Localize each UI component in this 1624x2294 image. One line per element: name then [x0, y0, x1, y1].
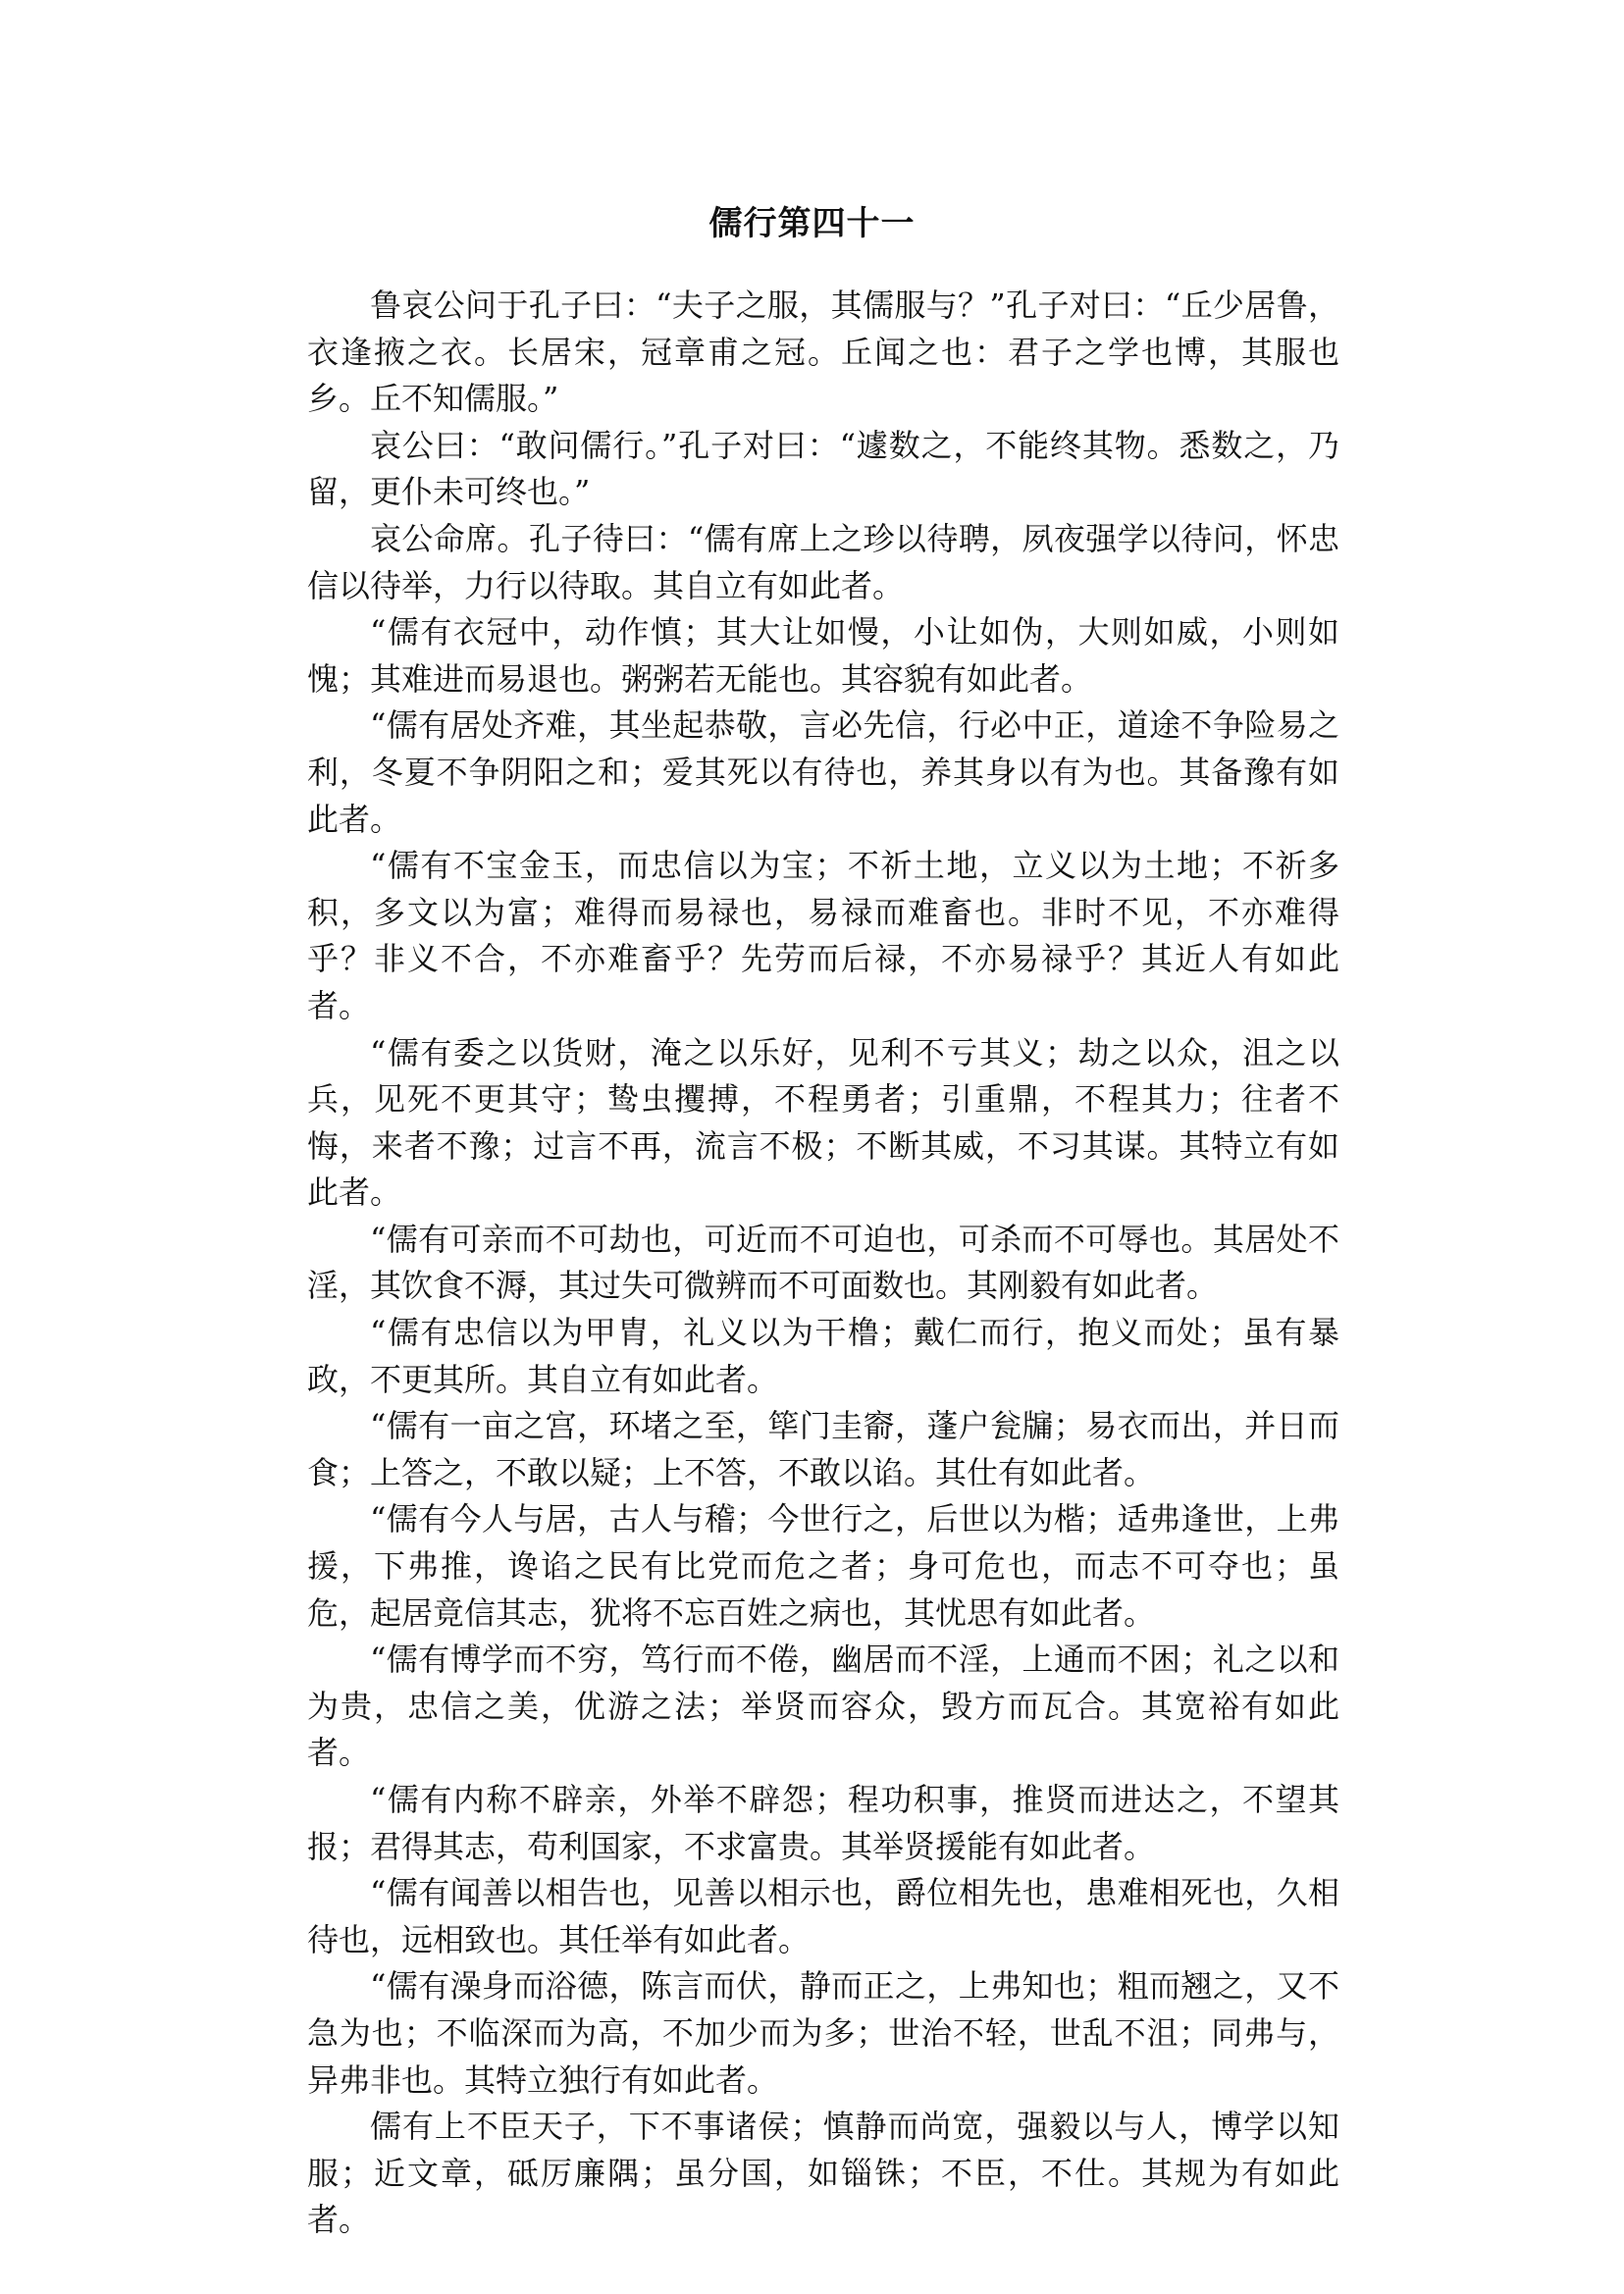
paragraph: “儒有今人与居，古人与稽；今世行之，后世以为楷；适弗逢世，上弗援，下弗推，谗谄之民有比党而危之者；身可危也，而志不可夺也；虽危，起居竟信其志，犹将不忘百姓之病也，其忧思有如此者。 — [307, 1500, 1339, 1632]
paragraph: 鲁哀公问于孔子曰：“夫子之服，其儒服与？”孔子对曰：“丘少居鲁，衣逢掖之衣。长居宋，冠章甫之冠。丘闻之也：君子之学也博，其服也乡。丘不知儒服。” — [307, 287, 1339, 418]
paragraph: “儒有衣冠中，动作慎；其大让如慢，小让如伪，大则如威，小则如愧；其难进而易退也。粥粥若无能也。其容貌有如此者。 — [307, 613, 1339, 698]
paragraph: “儒有博学而不穷，笃行而不倦，幽居而不淫，上通而不困；礼之以和为贵，忠信之美，优游之法；举贤而容众，毁方而瓦合。其宽裕有如此者。 — [307, 1641, 1339, 1772]
paragraph: “儒有忠信以为甲胄，礼义以为干橹；戴仁而行，抱义而处；虽有暴政，不更其所。其自立有如此者。 — [307, 1314, 1339, 1398]
paragraph: “儒有不宝金玉，而忠信以为宝；不祈土地，立义以为土地；不祈多积，多文以为富；难得而易禄也，易禄而难畜也。非时不见，不亦难得乎？非义不合，不亦难畜乎？先劳而后禄，不亦易禄乎？其近人有如此者。 — [307, 847, 1339, 1024]
paragraph: 儒有上不臣天子，下不事诸侯；慎静而尚宽，强毅以与人，博学以知服；近文章，砥厉廉隅；虽分国，如锱铢；不臣，不仕。其规为有如此者。 — [307, 2108, 1339, 2239]
paragraph: “儒有居处齐难，其坐起恭敬，言必先信，行必中正，道途不争险易之利，冬夏不争阴阳之和；爱其死以有待也，养其身以有为也。其备豫有如此者。 — [307, 706, 1339, 838]
paragraph: 哀公曰：“敢问儒行。”孔子对曰：“遽数之，不能终其物。悉数之，乃留，更仆未可终也。” — [307, 426, 1339, 511]
paragraph: “儒有闻善以相告也，见善以相示也，爵位相先也，患难相死也，久相待也，远相致也。其任举有如此者。 — [307, 1874, 1339, 1958]
document-body — [307, 283, 1339, 2244]
paragraph: “儒有澡身而浴德，陈言而伏，静而正之，上弗知也；粗而翘之，又不急为也；不临深而为高，不加少而为多；世治不轻，世乱不沮；同弗与，异弗非也。其特立独行有如此者。 — [307, 1967, 1339, 2099]
paragraph: “儒有可亲而不可劫也，可近而不可迫也，可杀而不可辱也。其居处不淫，其饮食不溽，其过失可微辨而不可面数也。其刚毅有如此者。 — [307, 1220, 1339, 1305]
paragraph: “儒有委之以货财，淹之以乐好，见利不亏其义；劫之以众，沮之以兵，见死不更其守；鸷虫攫搏，不程勇者；引重鼎，不程其力；往者不悔，来者不豫；过言不再，流言不极；不断其威，不习其谋。其特立有如此者。 — [307, 1033, 1339, 1212]
paragraph: “儒有内称不辟亲，外举不辟怨；程功积事，推贤而进达之，不望其报；君得其志，苟利国家，不求富贵。其举贤援能有如此者。 — [307, 1781, 1339, 1865]
paragraph: 哀公命席。孔子待曰：“儒有席上之珍以待聘，夙夜强学以待问，怀忠信以待举，力行以待取。其自立有如此者。 — [307, 519, 1339, 604]
document-title: 儒行第四十一 — [708, 204, 916, 243]
paragraph: “儒有一亩之宫，环堵之至，筚门圭窬，蓬户瓮牖；易衣而出，并日而食；上答之，不敢以疑；上不答，不敢以谄。其仕有如此者。 — [307, 1407, 1339, 1491]
